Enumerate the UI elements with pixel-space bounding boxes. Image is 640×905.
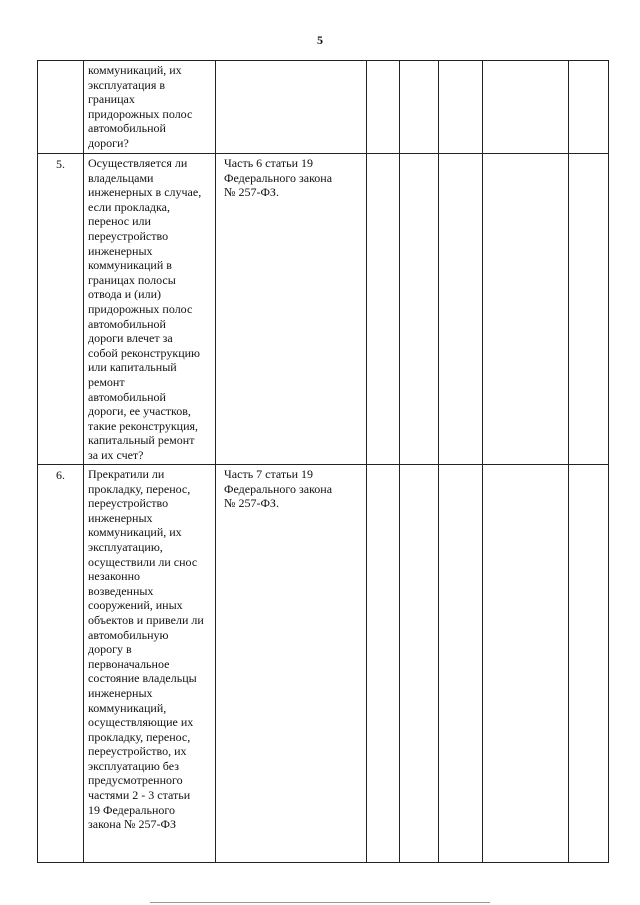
empty-cell (483, 154, 569, 465)
question-text: коммуникаций, их эксплуатация в границах придорожных полос автомобильной дороги? (88, 63, 193, 150)
empty-cell (439, 465, 483, 863)
empty-cell (400, 465, 439, 863)
table-row (38, 465, 609, 863)
question-cell (84, 154, 216, 465)
row-number: 5. (56, 157, 65, 171)
reference-text: Часть 6 статьи 19 Федерального закона № 257-ФЗ. (224, 156, 333, 200)
table-row (38, 154, 609, 465)
empty-cell (569, 465, 609, 863)
row-number (38, 61, 83, 64)
empty-cell (483, 465, 569, 863)
question-text: Осуществляется ли владельцами инженерных в случае, если прокладка, перенос или переустройство инженерных коммуникаций в границах полосы отвода и (или) придорожных полос автомобильной дороги влечет за собой реконструкцию или капитальный ремонт автомобильной дороги, ее участков, такие реконструкция, капитальный ремонт за их счет? (88, 156, 202, 462)
row-number-cell (38, 465, 84, 863)
reference-text (216, 61, 366, 63)
question-text: Прекратили ли прокладку, перенос, переустройство инженерных коммуникаций, их эксплуатацию, осуществили ли снос незаконно возведенных сооружений, иных объектов и привели ли автомобильную дорогу в первоначальное состояние владельцы инженерных коммуникаций, осуществляющие их прокладку, перенос, переустройство, их эксплуатацию без предусмотренного частями 2 - 3 статьи 19 Федерального закона № 257-ФЗ (88, 467, 204, 832)
question-cell (84, 61, 216, 154)
row-number-cell (38, 154, 84, 465)
empty-cell (367, 154, 400, 465)
reference-text: Часть 7 статьи 19 Федерального закона № 257-ФЗ. (224, 467, 333, 511)
scan-edge-line (150, 902, 490, 903)
empty-cell (367, 61, 400, 154)
question-cell (84, 465, 216, 863)
checklist-table (37, 60, 609, 863)
empty-cell (483, 61, 569, 154)
empty-cell (400, 154, 439, 465)
reference-cell (216, 61, 367, 154)
row-number: 6. (56, 468, 65, 482)
empty-cell (569, 61, 609, 154)
row-number-cell (38, 61, 84, 154)
empty-cell (367, 465, 400, 863)
empty-cell (439, 61, 483, 154)
empty-cell (569, 154, 609, 465)
reference-cell (216, 465, 367, 863)
reference-cell (216, 154, 367, 465)
page-number: 5 (317, 33, 323, 47)
empty-cell (439, 154, 483, 465)
table-row (38, 61, 609, 154)
empty-cell (400, 61, 439, 154)
